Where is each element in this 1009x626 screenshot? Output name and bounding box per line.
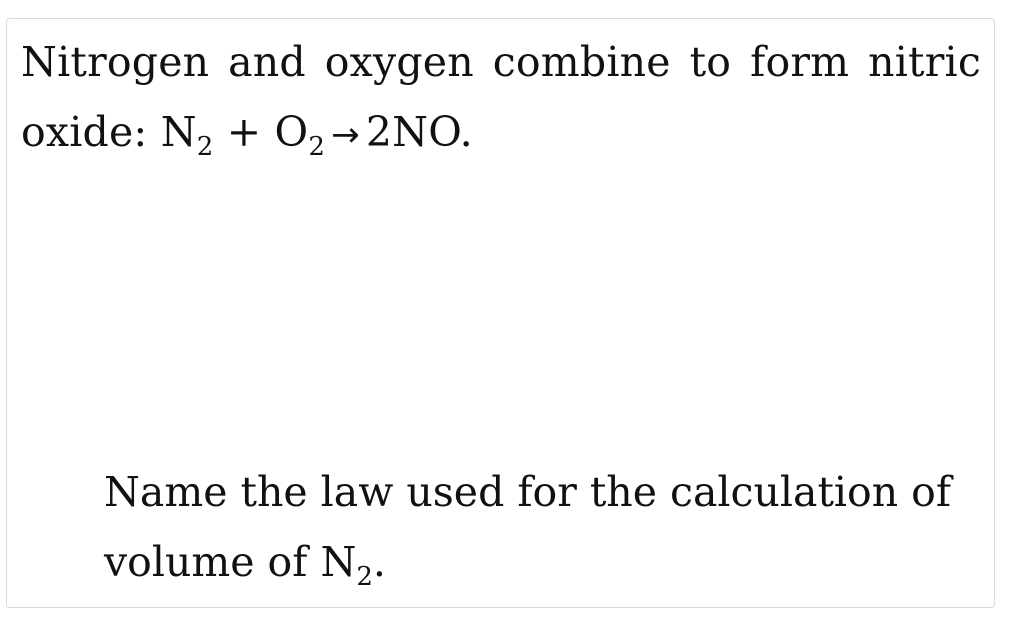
question-end: .	[372, 538, 386, 586]
problem-statement	[21, 27, 981, 170]
question-text	[104, 457, 984, 597]
intro-text: Nitrogen and oxygen combine to form nitric oxide:	[21, 38, 981, 156]
reaction-equation	[160, 108, 473, 162]
reactant-nitrogen: $N_2$	[160, 108, 214, 162]
problem-card	[6, 18, 995, 608]
reactant-oxygen: $O_2$	[274, 108, 326, 162]
plus-sign: +	[226, 108, 262, 156]
product-nitric-oxide: 2NO.	[365, 108, 473, 156]
question-nitrogen: $N_2$	[320, 538, 373, 592]
question-body: Name the law used for the calculation of volume of	[104, 468, 952, 586]
reaction-arrow-icon: →	[331, 115, 360, 155]
